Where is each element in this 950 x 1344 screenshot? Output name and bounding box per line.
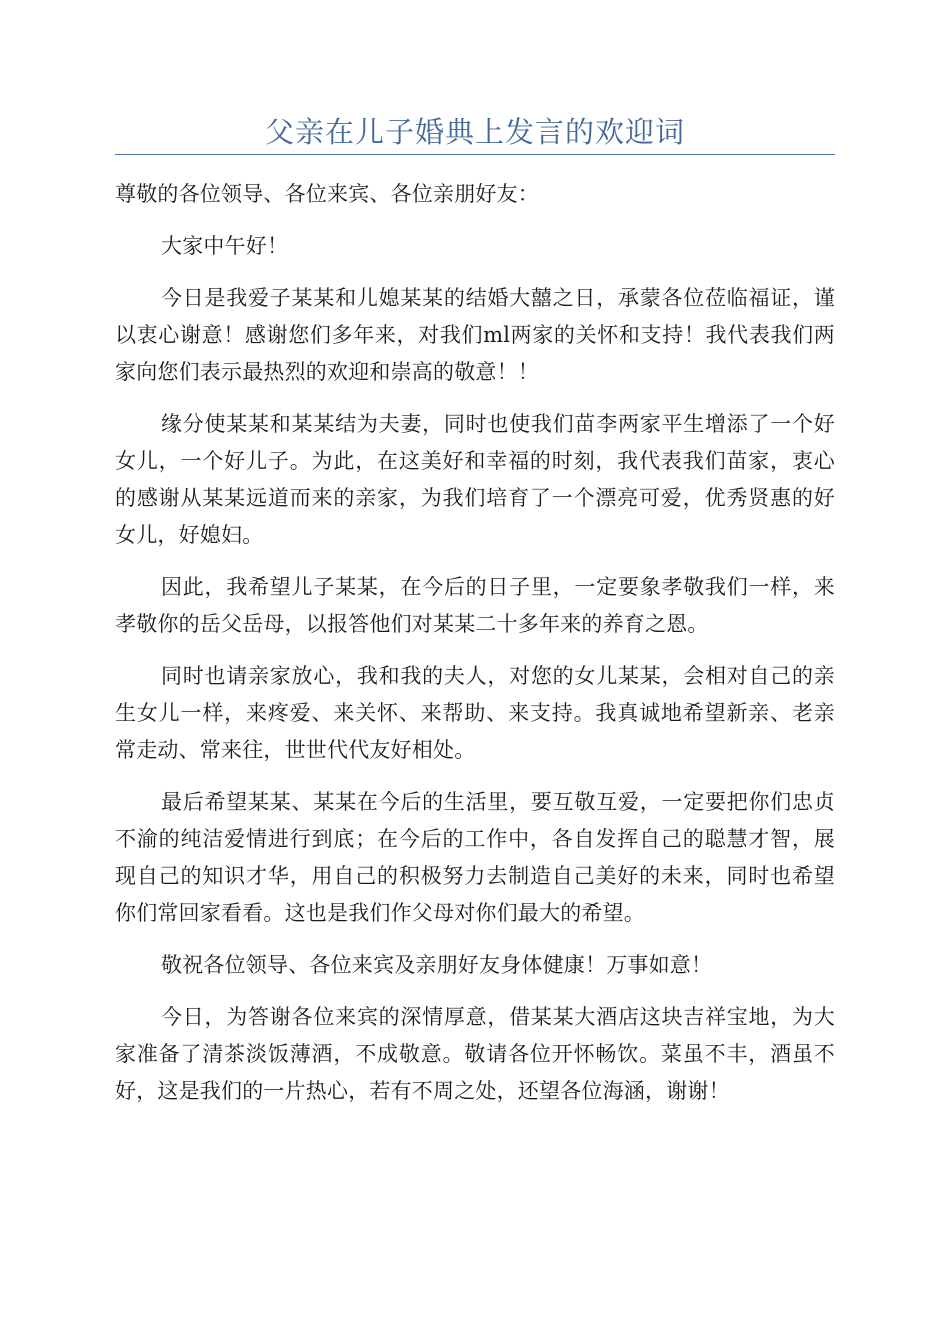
salutation-paragraph: 尊敬的各位领导、各位来宾、各位亲朋好友： xyxy=(115,182,539,206)
body-paragraph: 最后希望某某、某某在今后的生活里，要互敬互爱，一定要把你们忠贞不渝的纯洁爱情进行到底；在今后的工作中，各自发挥自己的聪慧才智，展现自己的知识才华，用自己的积极努力去制造自己美好的未来，同时也希望你们常回家看看。这也是我们作父母对你们最大的希望。 xyxy=(115,790,835,925)
document-body xyxy=(115,176,835,1125)
body-paragraph: 缘分使某某和某某结为夫妻，同时也使我们苗李两家平生增添了一个好女儿，一个好儿子。为此，在这美好和幸福的时刻，我代表我们苗家，衷心的感谢从某某远道而来的亲家，为我们培育了一个漂亮可爱，优秀贤惠的好女儿，好媳妇。 xyxy=(115,412,835,547)
body-paragraph: 同时也请亲家放心，我和我的夫人，对您的女儿某某，会相对自己的亲生女儿一样，来疼爱、来关怀、来帮助、来支持。我真诚地希望新亲、老亲常走动、常来往，世世代代友好相处。 xyxy=(115,664,835,762)
document-title: 父亲在儿子婚典上发言的欢迎词 xyxy=(264,115,685,149)
body-paragraph: 今日是我爱子某某和儿媳某某的结婚大囍之日，承蒙各位莅临福证，谨以衷心谢意！感谢您们多年来，对我们ml两家的关怀和支持！我代表我们两家向您们表示最热烈的欢迎和崇高的敬意！！ xyxy=(115,286,835,384)
greeting-paragraph: 大家中午好！ xyxy=(161,234,289,258)
blessing-paragraph: 敬祝各位领导、各位来宾及亲朋好友身体健康！万事如意！ xyxy=(161,953,713,977)
body-paragraph: 因此，我希望儿子某某，在今后的日子里，一定要象孝敬我们一样，来孝敬你的岳父岳母，以报答他们对某某二十多年来的养育之恩。 xyxy=(115,575,835,636)
closing-paragraph: 今日，为答谢各位来宾的深情厚意，借某某大酒店这块吉祥宝地，为大家准备了清茶淡饭薄酒，不成敬意。敬请各位开怀畅饮。菜虽不丰，酒虽不好，这是我们的一片热心，若有不周之处，还望各位海涵，谢谢！ xyxy=(115,1005,835,1103)
title-underline xyxy=(115,154,835,155)
